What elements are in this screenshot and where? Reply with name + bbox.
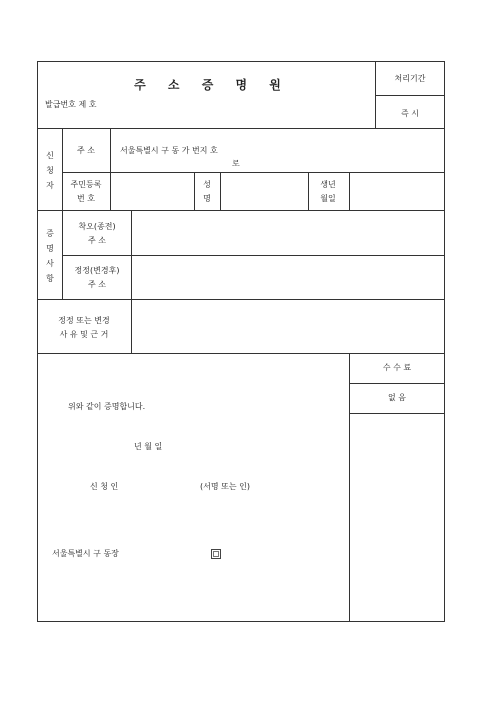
name-label-2: 명 bbox=[203, 194, 211, 203]
certify-sign: (서명 또는 인) bbox=[200, 482, 250, 491]
proof-row-divider bbox=[62, 255, 445, 256]
fee-divider bbox=[349, 353, 350, 621]
reason-label-2: 사 유 및 근 거 bbox=[59, 330, 109, 339]
proof-label-1: 증 bbox=[46, 229, 54, 238]
processing-period-value: 즉 시 bbox=[401, 109, 419, 118]
border-right bbox=[444, 61, 445, 622]
form-title: 주 소 증 명 원 bbox=[134, 78, 290, 92]
birth-label-2: 월일 bbox=[320, 194, 336, 203]
fee-label: 수 수 료 bbox=[382, 363, 412, 372]
certify-office: 서울특별시 구 동장 bbox=[52, 549, 119, 558]
reason-label-1: 정정 또는 변경 bbox=[58, 316, 110, 325]
previous-address-label-2: 주 소 bbox=[88, 236, 106, 245]
proof-bottom bbox=[37, 299, 445, 300]
address-label: 주 소 bbox=[77, 146, 95, 155]
changed-address-label-1: 정정(변경후) bbox=[74, 266, 120, 275]
applicant-label-3: 자 bbox=[46, 181, 54, 190]
fee-row-2 bbox=[349, 413, 445, 414]
previous-address-label-1: 착오(종전) bbox=[78, 222, 116, 231]
fee-row-1 bbox=[349, 383, 445, 384]
applicant-label-divider bbox=[62, 128, 63, 211]
address-value: 서울특별시 구 동 가 번지 호 bbox=[120, 146, 218, 155]
applicant-label-2: 청 bbox=[46, 166, 54, 175]
address-label-divider bbox=[110, 128, 111, 211]
birth-label-1: 생년 bbox=[320, 180, 336, 189]
official-seal-icon bbox=[211, 549, 221, 559]
changed-address-label-2: 주 소 bbox=[88, 280, 106, 289]
issue-number: 발급번호 제 호 bbox=[45, 100, 97, 109]
name-label-right bbox=[220, 172, 221, 211]
processing-period-label: 처리기간 bbox=[394, 74, 426, 83]
certify-applicant: 신 청 인 bbox=[90, 482, 119, 491]
border-left bbox=[37, 61, 38, 622]
reason-bottom bbox=[37, 353, 445, 354]
certify-statement: 위와 같이 증명합니다. bbox=[68, 402, 146, 411]
proof-label-2: 명 bbox=[46, 244, 54, 253]
birth-label-right bbox=[349, 172, 350, 211]
id-number-label-2: 번 호 bbox=[77, 194, 95, 203]
id-number-label-1: 주민등록 bbox=[70, 180, 102, 189]
proof-value-divider bbox=[131, 210, 132, 354]
fee-value: 없 음 bbox=[388, 393, 406, 402]
border-bottom bbox=[37, 621, 445, 622]
border-top bbox=[37, 61, 445, 62]
applicant-label-1: 신 bbox=[46, 151, 54, 160]
applicant-bottom bbox=[37, 210, 445, 211]
proof-label-4: 항 bbox=[46, 274, 54, 283]
name-label-left bbox=[194, 172, 195, 211]
certify-date: 년 월 일 bbox=[134, 442, 163, 451]
applicant-row-divider bbox=[62, 172, 445, 173]
address-sub: 로 bbox=[232, 159, 240, 168]
header-bottom bbox=[37, 128, 445, 129]
name-label-1: 성 bbox=[203, 180, 211, 189]
proof-label-3: 사 bbox=[46, 259, 54, 268]
birth-label-left bbox=[308, 172, 309, 211]
period-divider bbox=[375, 95, 445, 96]
